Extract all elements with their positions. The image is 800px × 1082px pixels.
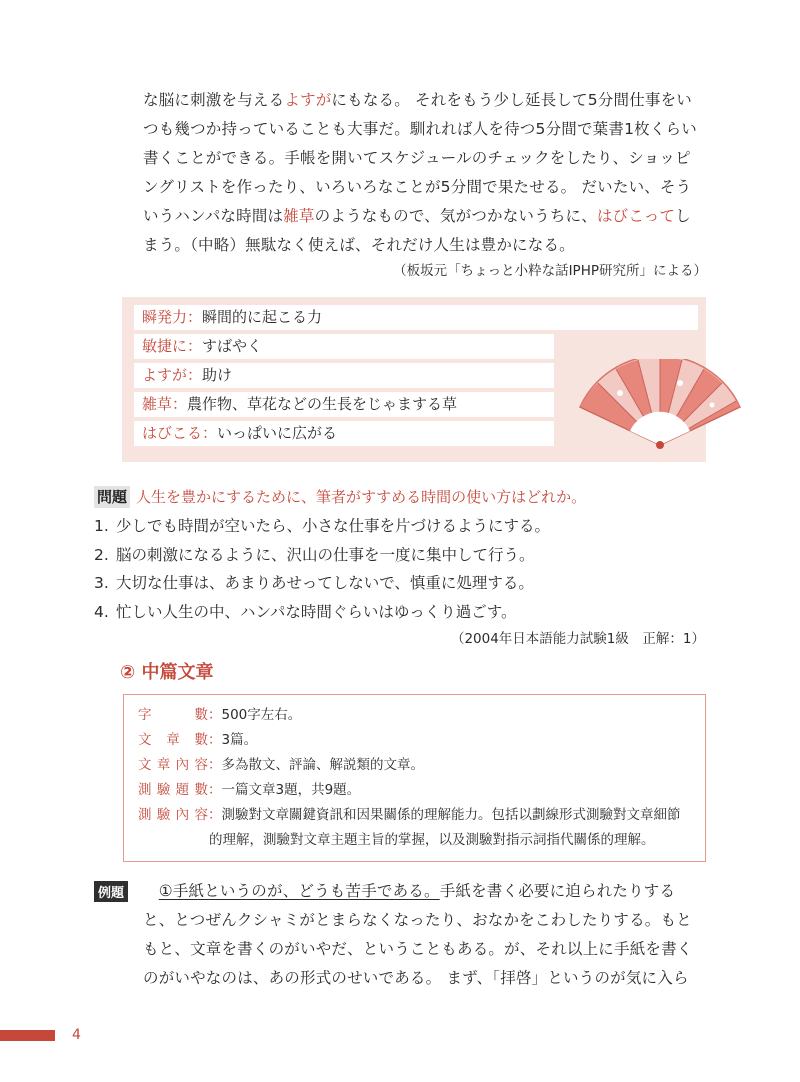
vocab-item: よすが：助け bbox=[134, 363, 554, 388]
vocab-item: 雑草：農作物、草花などの生長をじゃまする草 bbox=[134, 392, 554, 417]
choice-item: 2. 脳の刺激になるように、沢山の仕事を一度に集中して行う。 bbox=[94, 545, 535, 564]
passage-line: まう。（中略）無駄なく使えば、それだけ人生は豊かになる。 bbox=[143, 236, 575, 254]
section-info-box bbox=[123, 694, 706, 862]
example-line: ①手紙というのが、どうも苦手である。手紙を書く必要に迫られたりする bbox=[158, 882, 676, 900]
passage-source: （板坂元「ちょっと小粋な話IPHP研究所」による） bbox=[393, 263, 707, 279]
choice-item: 4. 忙しい人生の中、ハンパな時間ぐらいはゆっくり過ごす。 bbox=[94, 602, 517, 621]
folding-fan-icon bbox=[577, 359, 743, 451]
question-heading bbox=[94, 486, 586, 508]
example-line: と、とつぜんクシャミがとまらなくなったり、おなかをこわしたりする。もと bbox=[143, 911, 692, 929]
highlight-word: 雑草 bbox=[283, 207, 315, 225]
example-line: のがいやなのは、あの形式のせいである。 まず、「拝啓」というのが気に入ら bbox=[143, 969, 689, 987]
page-number: 4 bbox=[72, 1027, 81, 1043]
footer-accent-bar bbox=[0, 1030, 55, 1041]
example-badge: 例題 bbox=[94, 881, 128, 902]
info-row: 測驗題數：一篇文章3題，共9題。 bbox=[138, 782, 361, 798]
passage-line: な脳に刺激を与えるよすがにもなる。 それをもう少し延長して5分間仕事をい bbox=[143, 91, 693, 109]
section-title: ② 中篇文章 bbox=[120, 662, 214, 683]
question-badge: 問題 bbox=[94, 486, 130, 508]
info-row: 測驗內容：測驗對文章關鍵資訊和因果關係的理解能力。包括以劃線形式測驗對文章細節 bbox=[138, 807, 681, 823]
choice-item: 1. 少しでも時間が空いたら、小さな仕事を片づけるようにする。 bbox=[94, 517, 551, 535]
reading-passage bbox=[143, 86, 708, 260]
info-row-continuation: 的理解，測驗對文章主題主旨的掌握，以及測驗對指示詞指代關係的理解。 bbox=[209, 832, 655, 848]
highlight-word: よすが bbox=[284, 91, 332, 109]
passage-line: ングリストを作ったり、いろいろなことが5分間で果たせる。 だいたい、そう bbox=[143, 178, 692, 196]
question-text: 人生を豊かにするために、筆者がすすめる時間の使い方はどれか。 bbox=[136, 488, 587, 506]
question-source: （2004年日本語能力試験1級 正解：1） bbox=[450, 631, 705, 647]
info-row: 字數：500字左右。 bbox=[138, 707, 302, 723]
passage-line: つも幾つか持っていることも大事だ。馴れれば人を待つ5分間で葉書1枚くらい bbox=[143, 120, 697, 138]
example-line: もと、文章を書くのがいやだ、ということもある。が、それ以上に手紙を書く bbox=[143, 940, 693, 958]
vocab-item: 敏捷に：すばやく bbox=[134, 334, 554, 359]
choice-item: 3. 大切な仕事は、あまりあせってしないで、慎重に処理する。 bbox=[94, 574, 534, 592]
info-row: 文章數：3篇。 bbox=[138, 732, 258, 748]
example-passage bbox=[143, 877, 693, 993]
passage-line: 書くことができる。手帳を開いてスケジュールのチェックをしたり、ショッピ bbox=[143, 149, 691, 167]
answer-choices bbox=[94, 512, 550, 626]
vocabulary-box bbox=[122, 297, 706, 462]
vocab-item: 瞬発力：瞬間的に起こる力 bbox=[134, 305, 698, 330]
vocab-item: はびこる：いっぱいに広がる bbox=[134, 421, 554, 446]
info-row: 文章內容：多為散文、評論、解説類的文章。 bbox=[138, 757, 424, 773]
underlined-phrase: ①手紙というのが、どうも苦手である。 bbox=[158, 882, 440, 900]
passage-line: いうハンパな時間は雑草のようなもので、気がつかないうちに、はびこってし bbox=[143, 207, 691, 225]
highlight-word: はびこって bbox=[596, 207, 676, 225]
